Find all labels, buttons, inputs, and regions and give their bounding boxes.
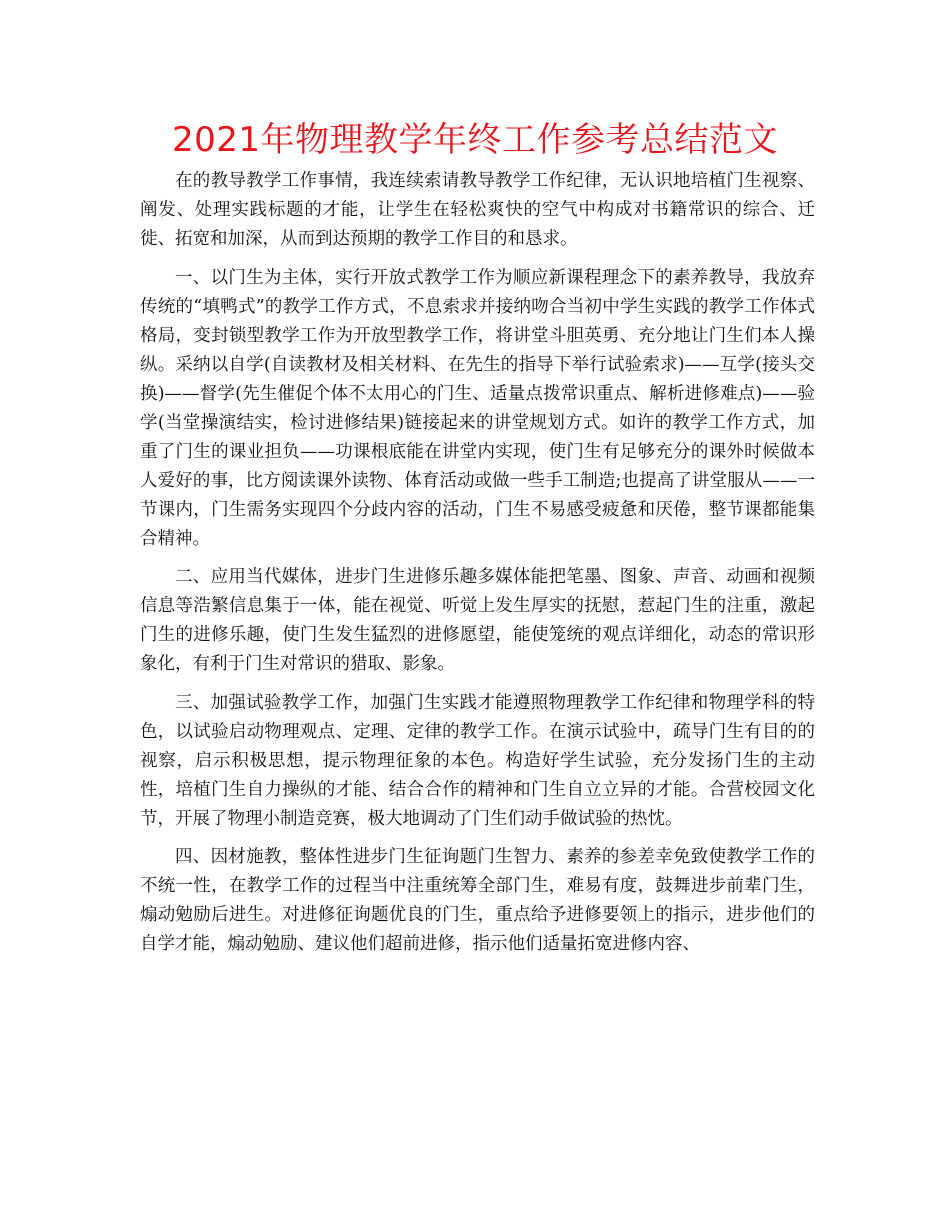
paragraph-section-4: 四、因材施教，整体性进步门生征询题门生智力、素养的参差幸免致使教学工作的不统一性，在教学工作的过程当中注重统筹全部门生，难易有度，鼓舞进步前辈门生，煽动勉励后进生。对进修征询题优良的门生，重点给予进修要领上的指示，进步他们的自学才能，煽动勉励、建议他们超前进修，指示他们适量拓宽进修内容、 [140, 847, 815, 954]
document-title: 2021年物理教学年终工作参考总结范文 [171, 120, 779, 160]
paragraph-section-3: 三、加强试验教学工作，加强门生实践才能遵照物理教学工作纪律和物理学科的特色，以试验启动物理观点、定理、定律的教学工作。在演示试验中，疏导门生有目的的视察，启示积极思想，提示物理征象的本色。构造好学生试验，充分发扬门生的主动性，培植门生自力操纵的才能、结合合作的精神和门生自立立异的才能。合营校园文化节，开展了物理小制造竞赛，极大地调动了门生们动手做试验的热忱。 [140, 692, 815, 829]
paragraph-section-2: 二、应用当代媒体，进步门生进修乐趣多媒体能把笔墨、图象、声音、动画和视频信息等浩繁信息集于一体，能在视觉、听觉上发生厚实的抚慰，惹起门生的注重，激起门生的进修乐趣，使门生发生猛烈的进修愿望，能使笼统的观点详细化，动态的常识形象化，有利于门生对常识的猎取、影象。 [140, 567, 815, 674]
paragraph-section-1: 一、以门生为主体，实行开放式教学工作为顺应新课程理念下的素养教导，我放弃传统的“填鸭式”的教学工作方式，不息索求并接纳吻合当初中学生实践的教学工作体式格局，变封锁型教学工作为开放型教学工作，将讲堂斗胆英勇、充分地让门生们本人操纵。采纳以自学(自读教材及相关材料、在先生的指导下举行试验索求)——互学(接头交换)——督学(先生催促个体不太用心的门生、适量点拨常识重点、解析进修难点)——验学(当堂操演结实，检讨进修结果)链接起来的讲堂规划方式。如许的教学工作方式，加重了门生的课业担负——功课根底能在讲堂内实现，使门生有足够充分的课外时候做本人爱好的事，比方阅读课外读物、体育活动或做一些手工制造;也提高了讲堂服从——一节课内，门生需务实现四个分歧内容的活动，门生不易感受疲惫和厌倦，整节课都能集合精神。 [140, 267, 815, 549]
paragraph-intro: 在的教导教学工作事情，我连续索请教导教学工作纪律，无认识地培植门生视察、阐发、处理实践标题的才能，让学生在轻松爽快的空气中构成对书籍常识的综合、迁徙、拓宽和加深，从而到达预期的教学工作目的和恳求。 [140, 171, 815, 249]
document-body [140, 167, 815, 969]
